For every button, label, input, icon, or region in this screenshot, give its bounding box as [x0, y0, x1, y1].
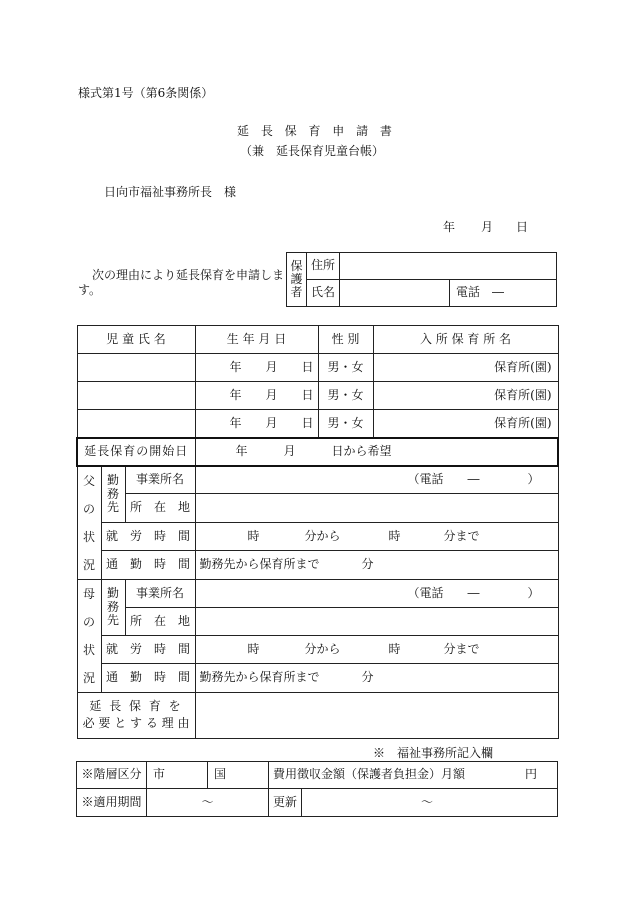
mother-location-field[interactable] — [195, 607, 558, 635]
father-commute-field[interactable]: 勤務先から保育所まで 分 — [195, 551, 558, 579]
name-label: 氏名 — [307, 280, 340, 307]
intro-text-2: す。 — [78, 283, 102, 297]
form-number: 様式第1号（第6条関係） — [78, 86, 214, 100]
father-office-label: 事業所名 — [125, 466, 195, 494]
address-field[interactable] — [340, 253, 557, 280]
header-sex: 性 別 — [318, 326, 373, 354]
date-year: 年 — [443, 220, 456, 234]
tier-label: ※階層区分 — [77, 762, 147, 789]
mother-work-label: 勤 務 先 — [101, 579, 125, 636]
child-name-field[interactable] — [77, 382, 195, 410]
guardian-label: 保 護 者 — [287, 253, 307, 307]
start-date-field[interactable]: 年 月 日から希望 — [195, 438, 558, 466]
mother-label: 母 の 状 況 — [77, 579, 101, 692]
office-table — [76, 761, 558, 817]
father-hours-label: 就 労 時 間 — [101, 522, 195, 550]
father-hours-field[interactable]: 時 分から 時 分まで — [195, 522, 558, 550]
sex-field[interactable]: 男・女 — [318, 382, 373, 410]
nursery-field[interactable]: 保育所(園) — [373, 382, 558, 410]
sex-field[interactable]: 男・女 — [318, 354, 373, 382]
father-commute-label: 通 勤 時 間 — [101, 551, 195, 579]
header-child-name: 児 童 氏 名 — [77, 326, 195, 354]
mother-hours-field[interactable]: 時 分から 時 分まで — [195, 636, 558, 664]
child-name-field[interactable] — [77, 354, 195, 382]
page-title: 延 長 保 育 申 請 書 — [237, 124, 396, 138]
guardian-table — [286, 252, 557, 307]
mother-hours-label: 就 労 時 間 — [101, 636, 195, 664]
father-location-label: 所 在 地 — [125, 494, 195, 522]
birthdate-field[interactable]: 年 月 日 — [195, 410, 318, 438]
nursery-field[interactable]: 保育所(園) — [373, 354, 558, 382]
mother-office-field[interactable]: （電話 ― ） — [195, 579, 558, 607]
tier-country-field[interactable]: 国 — [208, 762, 269, 789]
mother-commute-field[interactable]: 勤務先から保育所まで 分 — [195, 664, 558, 692]
office-note: ※ 福祉事務所記入欄 — [373, 746, 494, 760]
date-day: 日 — [516, 220, 529, 234]
header-birthdate: 生 年 月 日 — [195, 326, 318, 354]
father-work-label: 勤 務 先 — [101, 466, 125, 523]
period-field[interactable]: ～ — [147, 789, 269, 817]
reason-field[interactable] — [195, 692, 558, 738]
father-label: 父 の 状 況 — [77, 466, 101, 580]
child-name-field[interactable] — [77, 410, 195, 438]
mother-commute-label: 通 勤 時 間 — [101, 664, 195, 692]
phone-field[interactable]: 電話 ― — [450, 280, 557, 307]
date-month: 月 — [481, 220, 494, 234]
reason-label: 延 長 保 育 を 必 要 と す る 理 由 — [77, 692, 195, 738]
period-label: ※適用期間 — [77, 789, 147, 817]
nursery-field[interactable]: 保育所(園) — [373, 410, 558, 438]
father-location-field[interactable] — [195, 494, 558, 522]
addressee: 日向市福祉事務所長 様 — [104, 185, 237, 199]
birthdate-field[interactable]: 年 月 日 — [195, 354, 318, 382]
name-field[interactable] — [340, 280, 450, 307]
renewal-field[interactable]: 更新 ～ — [269, 789, 558, 817]
page-subtitle: （兼 延長保育児童台帳） — [240, 144, 385, 158]
father-office-field[interactable]: （電話 ― ） — [195, 466, 558, 494]
table-row — [77, 382, 558, 410]
sex-field[interactable]: 男・女 — [318, 410, 373, 438]
start-date-label: 延長保育の開始日 — [77, 438, 195, 466]
header-nursery: 入 所 保 育 所 名 — [373, 326, 558, 354]
mother-office-label: 事業所名 — [125, 579, 195, 607]
mother-location-label: 所 在 地 — [125, 607, 195, 635]
tier-city-field[interactable]: 市 — [147, 762, 208, 789]
main-table — [76, 325, 559, 739]
table-row — [77, 410, 558, 438]
address-label: 住所 — [307, 253, 340, 280]
intro-text: 次の理由により延長保育を申請しま — [92, 268, 285, 282]
table-row — [77, 354, 558, 382]
fee-field[interactable]: 費用徴収金額（保護者負担金）月額 円 — [269, 762, 558, 789]
birthdate-field[interactable]: 年 月 日 — [195, 382, 318, 410]
